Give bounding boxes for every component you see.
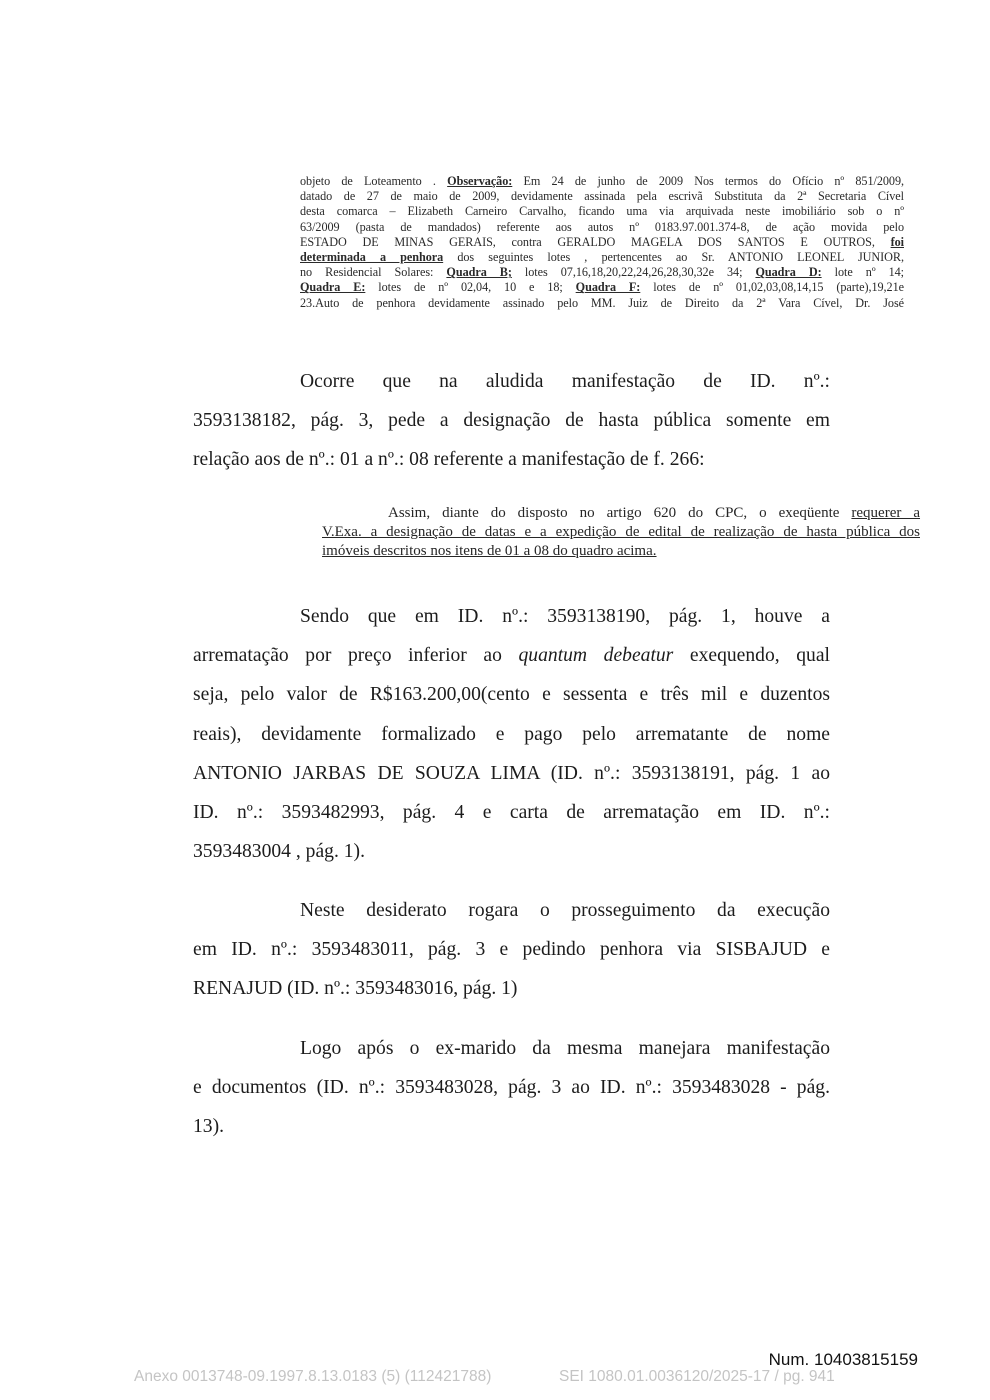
paragraph-1-line: 3593138182, pág. 3, pede a designação de hasta pública somente em xyxy=(193,410,830,432)
paragraph-1 xyxy=(193,362,830,480)
paragraph-4-line: 13). xyxy=(193,1116,225,1138)
quote-line: imóveis descritos nos itens de 01 a 08 do quadro acima. xyxy=(322,543,657,559)
paragraph-4 xyxy=(193,1029,830,1147)
paragraph-2-line: seja, pelo valor de R$163.200,00(cento e sessenta e três mil e duzentos xyxy=(193,684,830,706)
registry-text: datado de 27 de maio de 2009, devidamente assinada pela escrivã Substituta da 2ª Secretaria Cível xyxy=(300,189,904,204)
registry-text: lotes 07,16,18,20,22,24,26,28,30,32e 34; xyxy=(511,265,756,280)
scanned-registry-excerpt xyxy=(300,174,904,336)
paragraph-1-line: relação aos de nº.: 01 a nº.: 08 referente a manifestação de f. 266: xyxy=(193,449,705,471)
registry-emphasis: foi xyxy=(890,234,904,249)
registry-text: no Residencial Solares: xyxy=(300,265,447,280)
annex-reference: Anexo 0013748-09.1997.8.13.0183 (5) (112421788) xyxy=(134,1368,492,1385)
paragraph-2-line: Sendo que em ID. nº.: 3593138190, pág. 1, houve a xyxy=(300,606,830,627)
scanned-quote-excerpt xyxy=(322,504,920,561)
paragraph-2-line: ANTONIO JARBAS DE SOUZA LIMA (ID. nº.: 3593138191, pág. 1 ao xyxy=(193,762,830,784)
registry-text: lotes de nº 02,04, 10 e 18; xyxy=(365,280,576,295)
registry-emphasis: determinada a penhora xyxy=(300,250,444,265)
paragraph-2-text: arrematação por preço inferior ao xyxy=(193,645,519,667)
registry-line xyxy=(300,204,904,219)
registry-emphasis: Quadra D: xyxy=(755,265,822,280)
paragraph-2-line xyxy=(193,636,830,675)
quote-line-text: Assim, diante do disposto no artigo 620 do CPC, o exeqüente xyxy=(388,505,852,521)
registry-text: desta comarca – Elizabeth Carneiro Carvalho, ficando uma via arquivada neste imobiliário sob o nº xyxy=(300,204,904,219)
paragraph-3 xyxy=(193,891,830,1009)
registry-line xyxy=(300,235,904,250)
registry-line xyxy=(300,189,904,204)
registry-text: 63/2009 (pasta de mandados) referente aos autos nº 0183.97.001.374-8, de ação movida pelo xyxy=(300,219,904,234)
paragraph-2-line: reais), devidamente formalizado e pago pelo arrematante de nome xyxy=(193,723,830,745)
registry-emphasis: Observação: xyxy=(447,174,513,188)
quote-underlined-text: requerer a xyxy=(851,505,921,521)
paragraph-3-line: em ID. nº.: 3593483011, pág. 3 e pedindo penhora via SISBAJUD e xyxy=(193,939,830,961)
footer-stamp xyxy=(134,1368,856,1386)
paragraph-1-line: Ocorre que na aludida manifestação de ID. nº.: xyxy=(300,371,830,392)
quote-line: V.Exa. a designação de datas e a expedição de edital de realização de hasta pública dos xyxy=(322,524,920,540)
paragraph-3-line: RENAJUD (ID. nº.: 3593483016, pág. 1) xyxy=(193,978,518,1000)
registry-text: dos seguintes lotes , pertencentes ao Sr. ANTONIO LEONEL JUNIOR, xyxy=(443,250,904,265)
paragraph-3-line: Neste desiderato rogara o prosseguimento da execução xyxy=(300,900,830,921)
registry-line xyxy=(300,250,904,265)
registry-text: lote nº 14; xyxy=(821,265,904,280)
paragraph-2-line: ID. nº.: 3593482993, pág. 4 e carta de arrematação em ID. nº.: xyxy=(193,802,830,824)
paragraph-2-line: 3593483004 , pág. 1). xyxy=(193,841,365,863)
registry-line xyxy=(300,174,904,189)
document-number: Num. 10403815159 xyxy=(768,1350,918,1369)
registry-text: lotes de nº 01,02,03,08,14,15 (parte),19,21e xyxy=(640,280,904,295)
sei-reference: SEI 1080.01.0036120/2025-17 / pg. 941 xyxy=(559,1368,835,1385)
paragraph-4-line: e documentos (ID. nº.: 3593483028, pág. 3 ao ID. nº.: 3593483028 - pág. xyxy=(193,1077,830,1099)
registry-line xyxy=(300,280,904,295)
paragraph-2 xyxy=(193,597,830,871)
registry-text: 23.Auto de penhora devidamente assinado pelo MM. Juiz de Direito da 2ª Vara Cível, Dr. José xyxy=(300,295,904,310)
registry-line xyxy=(300,265,904,280)
registry-emphasis: Quadra B; xyxy=(446,265,512,280)
registry-line xyxy=(300,296,904,311)
registry-text: Em 24 de junho de 2009 Nos termos do Ofício nº 851/2009, xyxy=(512,174,904,188)
paragraph-4-line: Logo após o ex-marido da mesma manejara manifestação xyxy=(300,1038,830,1059)
registry-text: objeto de Loteamento . xyxy=(300,174,448,188)
registry-text: ESTADO DE MINAS GERAIS, contra GERALDO MAGELA DOS SANTOS E OUTROS, xyxy=(300,234,891,249)
quote-line xyxy=(322,504,920,523)
registry-emphasis: Quadra E: xyxy=(300,280,366,295)
paragraph-2-text: exequendo, qual xyxy=(673,645,830,667)
registry-line xyxy=(300,220,904,235)
latin-term: quantum debeatur xyxy=(518,645,674,667)
registry-emphasis: Quadra F: xyxy=(575,280,641,295)
